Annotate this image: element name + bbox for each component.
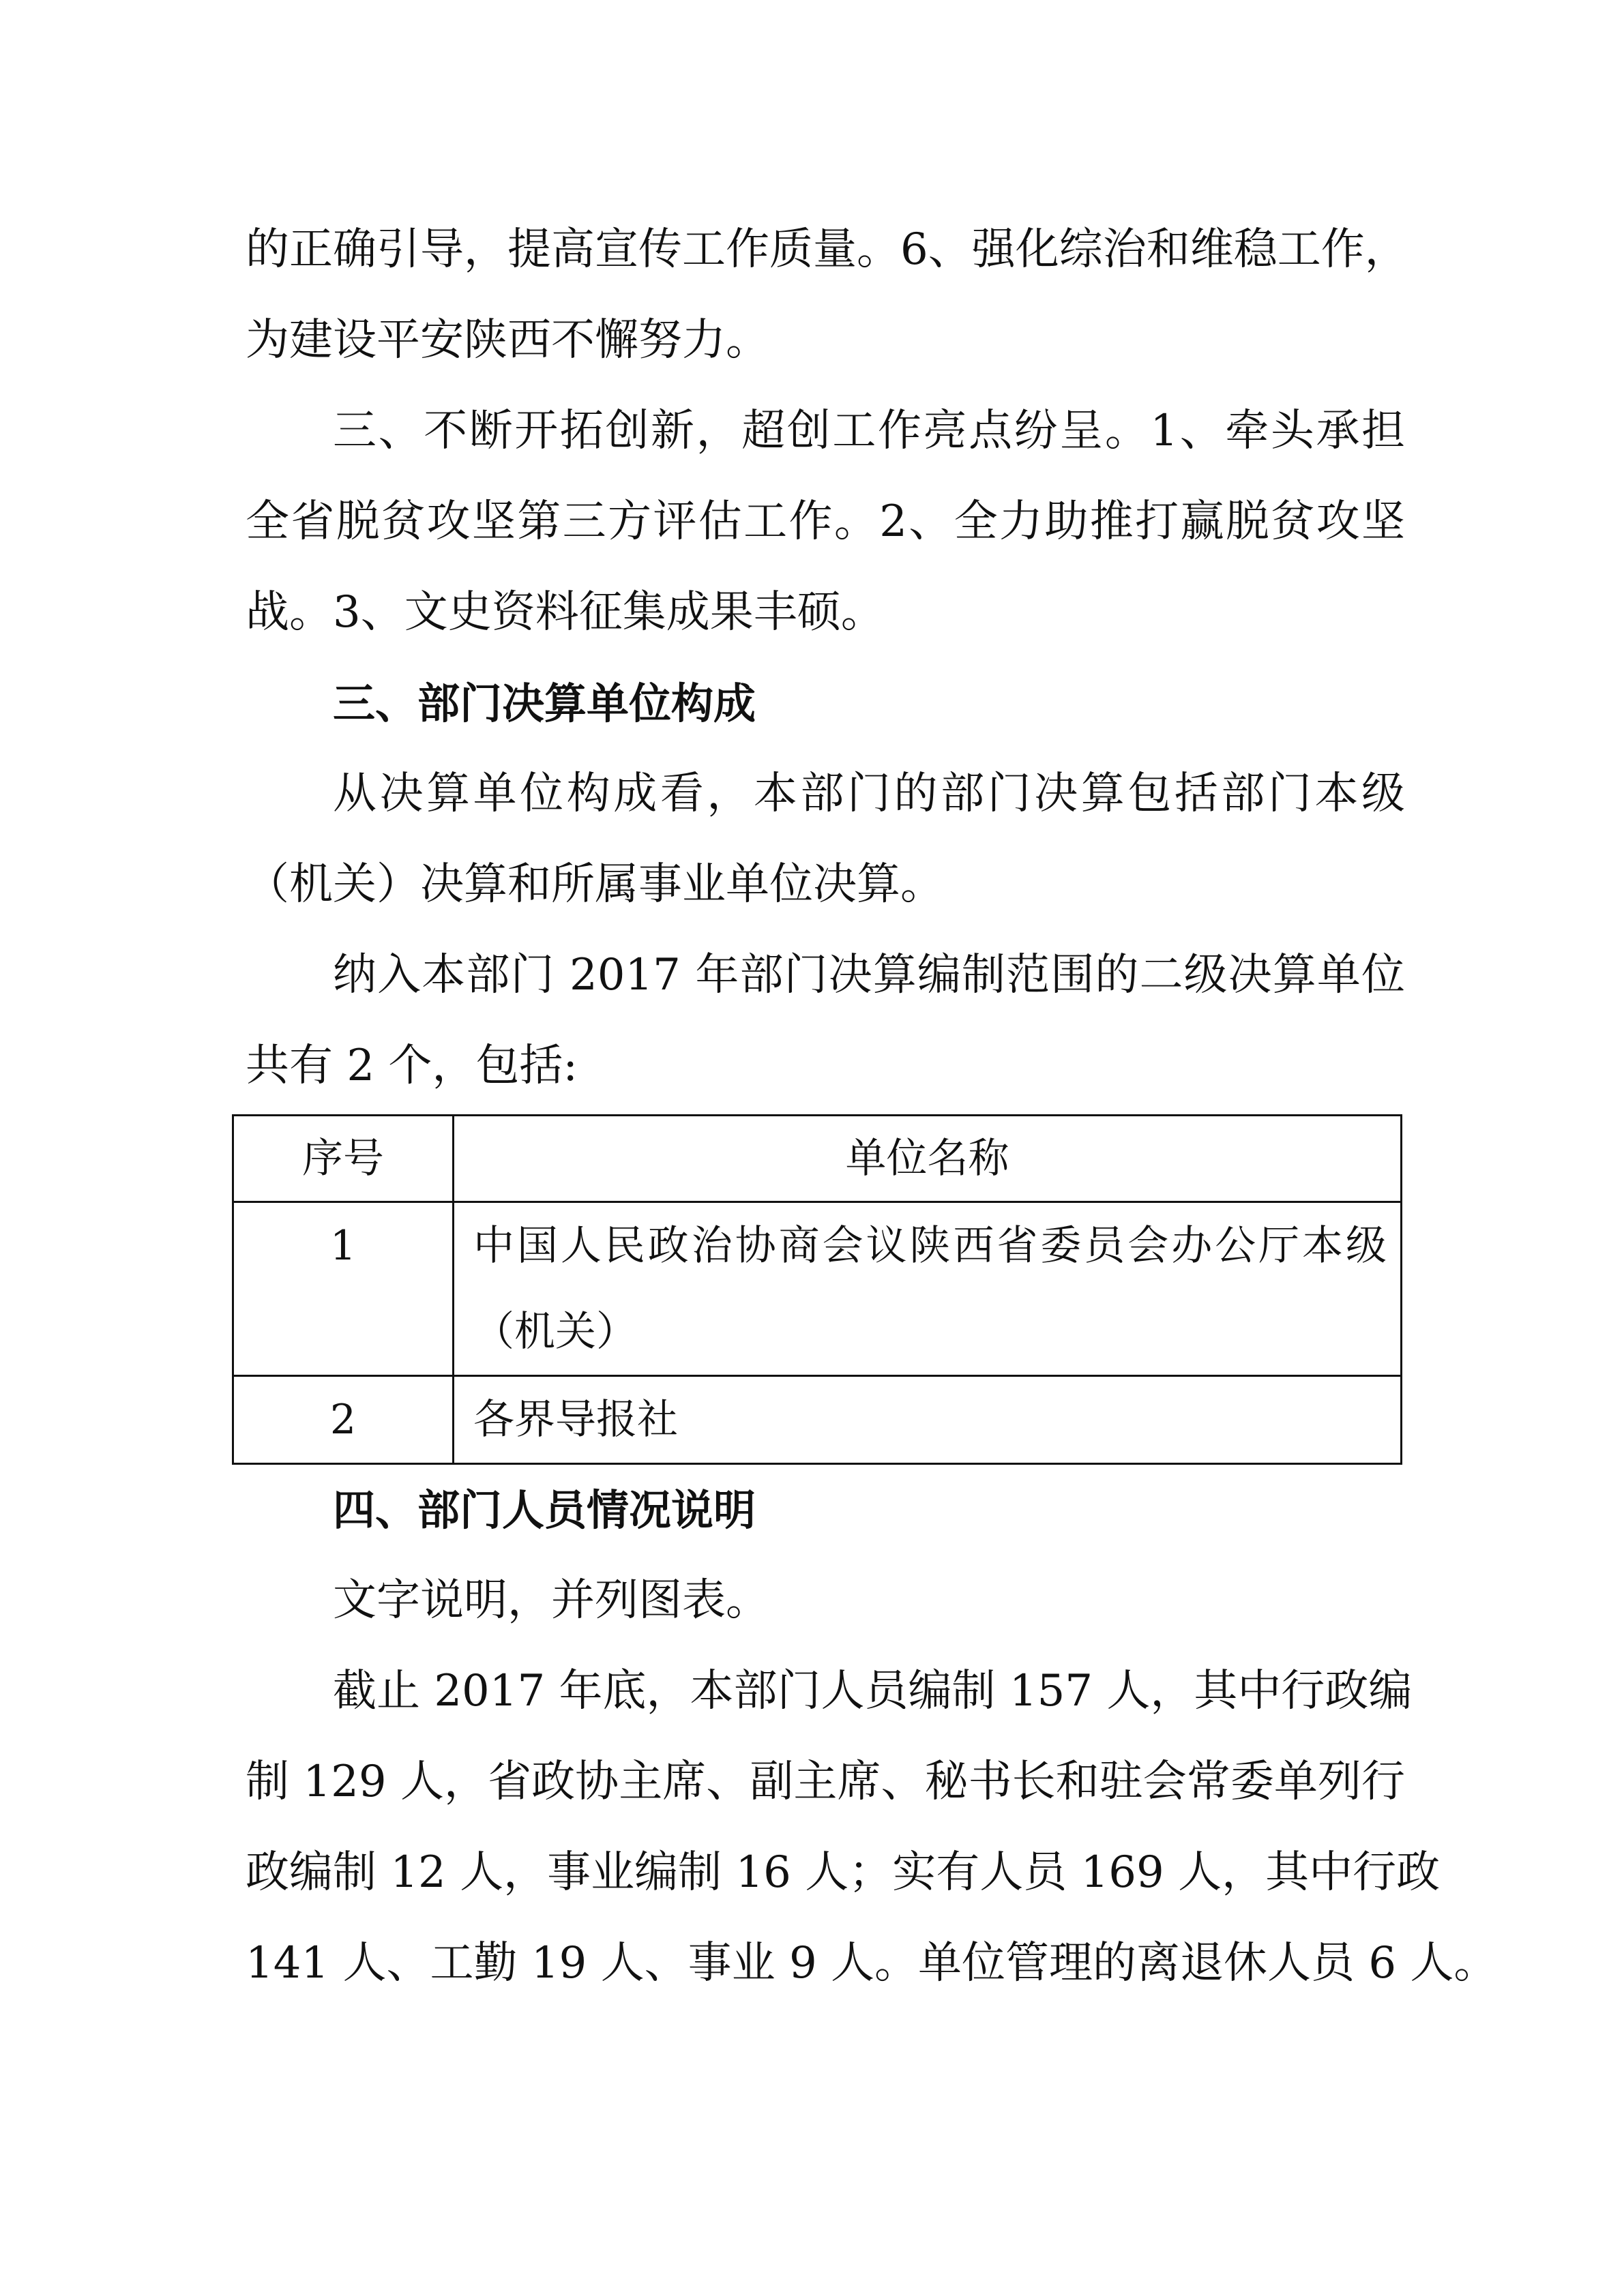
paragraph-staffing	[246, 1646, 1498, 2009]
table-row	[233, 1376, 1402, 1464]
paragraph-description-note	[246, 1555, 1405, 1646]
table-cell-name	[454, 1202, 1402, 1376]
table-cell-index	[233, 1202, 454, 1376]
table-cell-name	[454, 1376, 1402, 1464]
text-line: 的正确引导，提高宣传工作质量。6、强化综治和维稳工作，	[246, 224, 1408, 275]
row-unit-name: 各界导报社	[473, 1396, 678, 1444]
unit-table	[232, 1114, 1402, 1465]
document-page	[246, 205, 1498, 2009]
text-line: 从决算单位构成看，本部门的部门决算包括部门本级	[333, 769, 1405, 819]
text-line: 制 129 人，省政协主席、副主席、秘书长和驻会常委单列行	[246, 1757, 1405, 1807]
table-row	[233, 1202, 1402, 1376]
text-line: 政编制 12 人，事业编制 16 人；实有人员 169 人，其中行政	[246, 1847, 1441, 1898]
row-unit-name: 中国人民政治协商会议陕西省委员会办公厅本级（机关）	[473, 1222, 1387, 1356]
paragraph-unit-count	[246, 930, 1405, 1112]
paragraph-innovation	[246, 386, 1405, 658]
text-line: 共有 2 个，包括:	[246, 1041, 578, 1091]
paragraph-unit-composition	[246, 749, 1405, 930]
table-header-index: 序号	[233, 1116, 454, 1202]
table-cell-index	[233, 1376, 454, 1464]
text-line: （机关）决算和所属事业单位决算。	[246, 859, 944, 910]
text-line: 为建设平安陕西不懈努力。	[246, 315, 769, 366]
section-heading: 三、部门决算单位构成	[333, 679, 756, 728]
row-index: 2	[329, 1396, 357, 1444]
section-heading: 四、部门人员情况说明	[333, 1485, 756, 1535]
table-header-name: 单位名称	[454, 1116, 1402, 1202]
text-line: 截止 2017 年底，本部门人员编制 157 人，其中行政编	[333, 1666, 1413, 1716]
text-line: 三、不断开拓创新，超创工作亮点纷呈。1、牵头承担	[333, 406, 1405, 456]
text-line: 文字说明，并列图表。	[333, 1575, 769, 1626]
text-line: 纳入本部门 2017 年部门决算编制范围的二级决算单位	[333, 950, 1405, 1000]
table-header-row	[233, 1116, 1402, 1202]
text-line: 141 人、工勤 19 人、事业 9 人。单位管理的离退休人员 6 人。	[246, 1938, 1498, 1988]
row-index: 1	[329, 1222, 357, 1270]
paragraph-continuation	[246, 205, 1408, 386]
text-line: 全省脱贫攻坚第三方评估工作。2、全力助推打赢脱贫攻坚	[246, 496, 1405, 547]
text-line: 战。3、文史资料征集成果丰硕。	[246, 587, 885, 638]
